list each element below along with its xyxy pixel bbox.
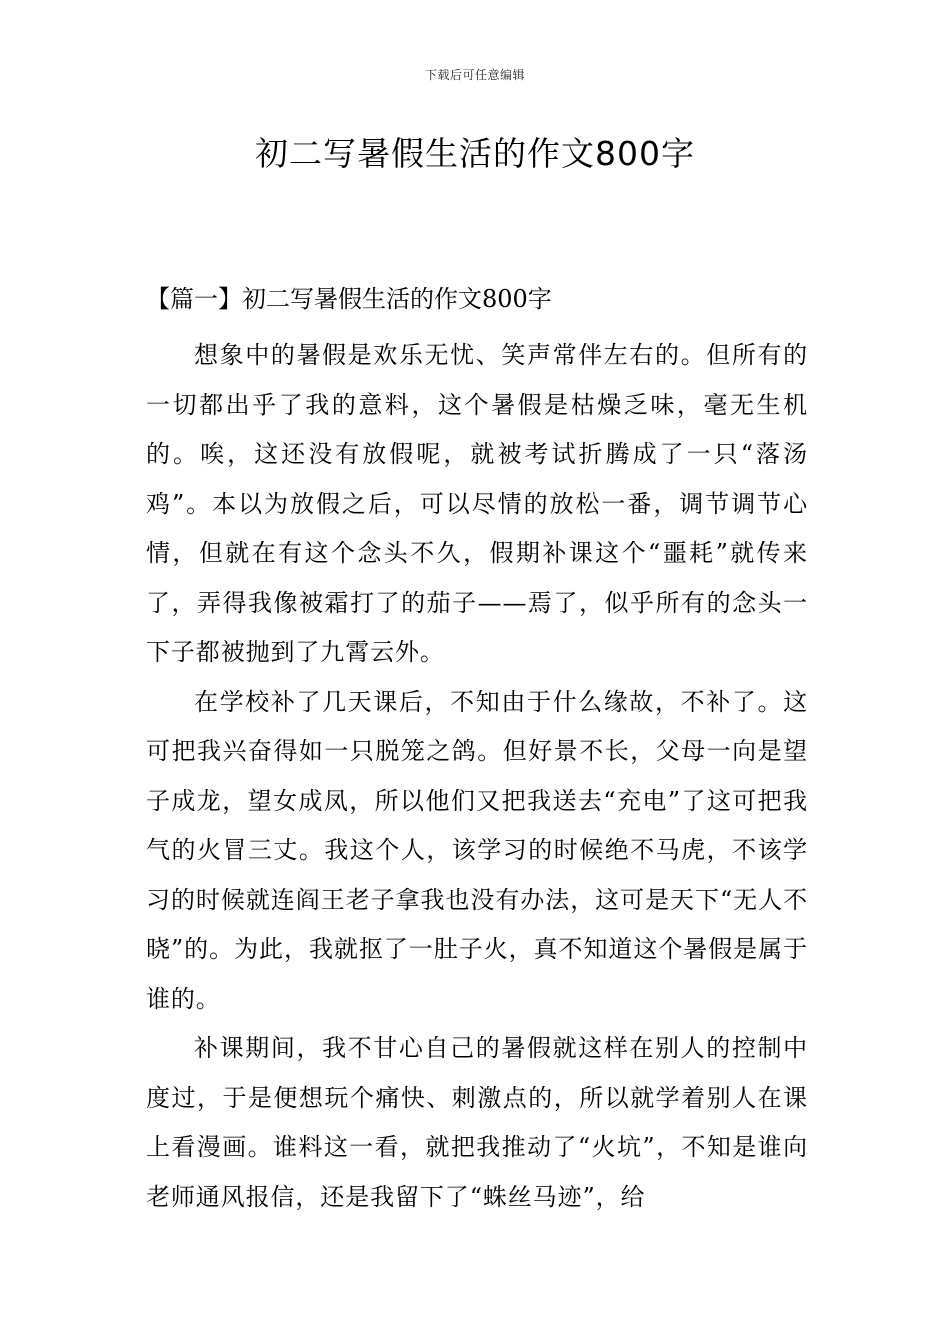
paragraph-1: 想象中的暑假是欢乐无忧、笑声常伴左右的。但所有的一切都出乎了我的意料，这个暑假是枯燥乏味，毫无生机的。唉，这还没有放假呢，就被考试折腾成了一只“落汤鸡”。本以为放假之后，可以尽情的放松一番，调节调节心情，但就在有这个念头不久，假期补课这个“噩耗”就传来了，弄得我像被霜打了的茄子——焉了，似乎所有的念头一下子都被抛到了九霄云外。 (146, 341, 808, 666)
paragraph-2: 在学校补了几天课后，不知由于什么缘故，不补了。这可把我兴奋得如一只脱笼之鸽。但好景不长，父母一向是望子成龙，望女成凤，所以他们又把我送去“充电”了这可把我气的火冒三丈。我这个人，该学习的时候绝不马虎，不该学习的时候就连阎王老子拿我也没有办法，这可是天下“无人不晓”的。为此，我就抠了一肚子火，真不知道这个暑假是属于谁的。 (146, 687, 808, 1013)
document-title: 初二写暑假生活的作文800字 (255, 134, 695, 173)
article-body (146, 281, 808, 1222)
header-note: 下载后可任意编辑 (424, 68, 525, 82)
section-heading: 【篇一】初二写暑假生活的作文800字 (146, 285, 552, 313)
paragraph-3: 补课期间，我不甘心自己的暑假就这样在别人的控制中度过，于是便想玩个痛快、刺激点的，所以就学着别人在课上看漫画。谁料这一看，就把我推动了“火坑”，不知是谁向老师通风报信，还是我留下了“蛛丝马迹”，给 (146, 1034, 808, 1211)
